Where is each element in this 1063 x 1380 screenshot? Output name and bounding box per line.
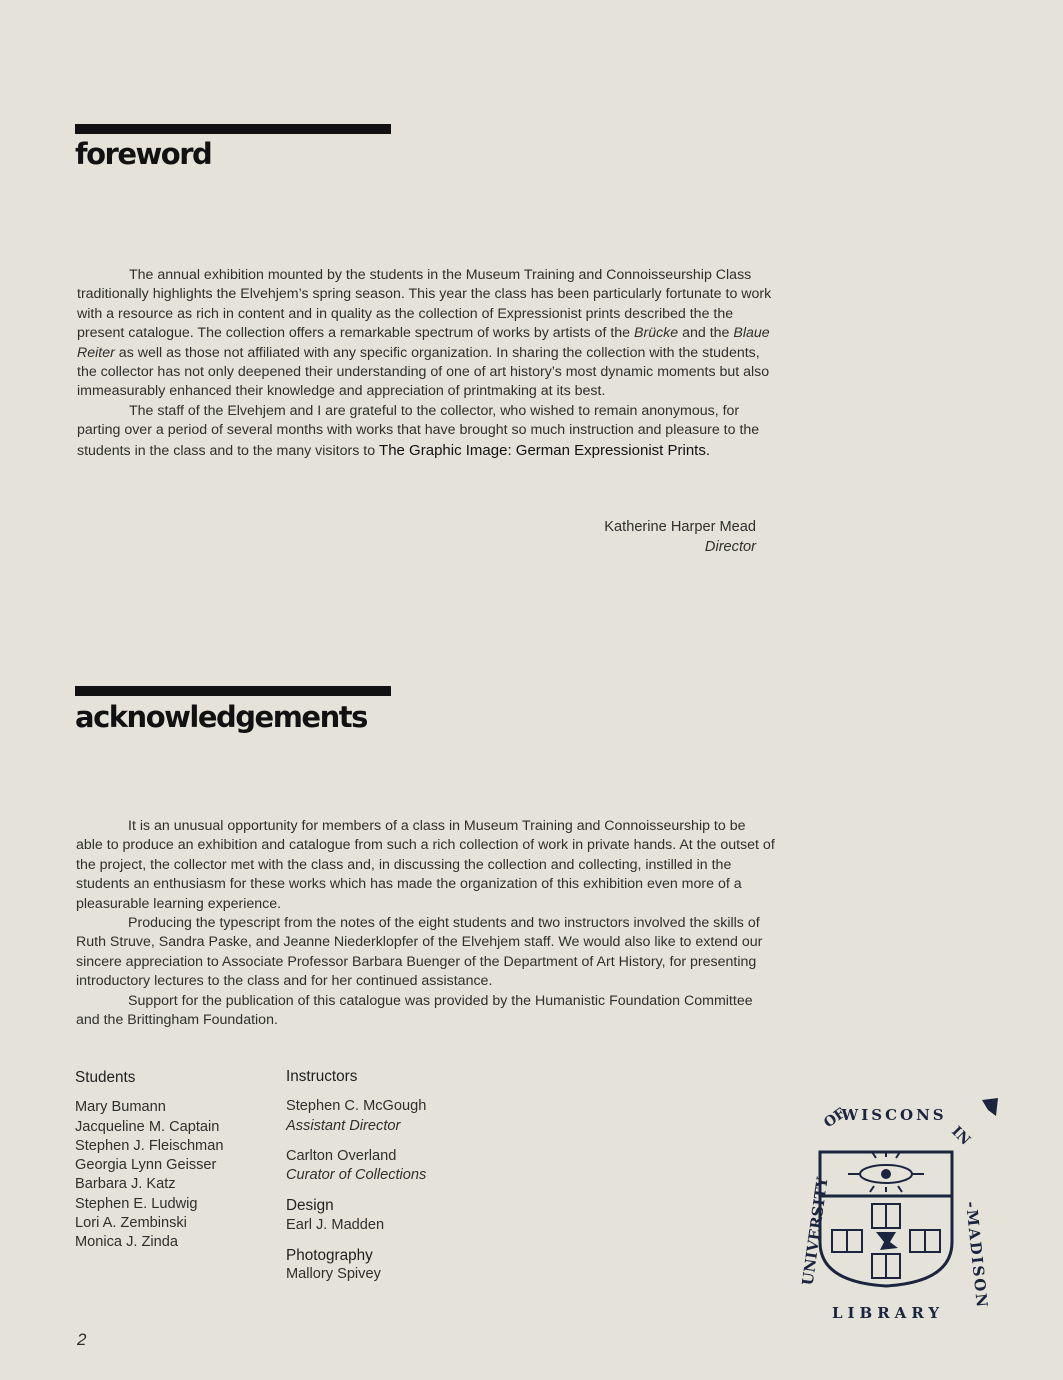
foreword-signature bbox=[560, 518, 756, 557]
foreword-body bbox=[77, 266, 777, 461]
student-name: Jacqueline M. Captain bbox=[75, 1118, 220, 1135]
svg-text:-MADISON: -MADISON bbox=[962, 1200, 992, 1310]
signature-name: Katherine Harper Mead bbox=[604, 519, 756, 535]
acknowledgements-paragraph-3: Support for the publication of this catalogue was provided by the Humanistic Foundation Committee and the Brittingham Foundation. bbox=[76, 992, 753, 1029]
instructors-column bbox=[286, 1067, 426, 1296]
student-name: Barbara J. Katz bbox=[75, 1176, 176, 1193]
design-heading: Design bbox=[286, 1197, 334, 1215]
students-column bbox=[75, 1068, 223, 1253]
student-name: Monica J. Zinda bbox=[75, 1234, 179, 1251]
acknowledgements-paragraph-1: It is an unusual opportunity for members of a class in Museum Training and Connoisseurship to be able to produce an exhibition and catalogue from such a rich collection of work in private hands. At the outset of the project, the collector met with the class and, in discussing the collection and collecting, instilled in the students an enthusiasm for these works which has made the organization of this exhibition even more of a pleasurable learning experience. bbox=[76, 818, 775, 912]
student-name: Mary Bumann bbox=[75, 1099, 166, 1116]
acknowledgements-heading: acknowledgements bbox=[75, 700, 367, 734]
acknowledgements-rule bbox=[75, 686, 391, 696]
photography-name: Mallory Spivey bbox=[286, 1266, 381, 1283]
photography-credit bbox=[286, 1246, 426, 1285]
signature-title: Director bbox=[704, 538, 756, 555]
design-credit bbox=[286, 1196, 426, 1235]
svg-text:LIBRARY: LIBRARY bbox=[831, 1304, 945, 1322]
photography-heading: Photography bbox=[286, 1247, 373, 1265]
exhibition-title: The Graphic Image: German Expressionist Prints. bbox=[379, 441, 711, 459]
instructor-name: Stephen C. McGough bbox=[286, 1098, 427, 1115]
svg-text:WISCONS: WISCONS bbox=[841, 1106, 947, 1124]
instructor-name: Carlton Overland bbox=[286, 1147, 397, 1164]
student-name: Georgia Lynn Geisser bbox=[75, 1157, 217, 1174]
instructor-role: Assistant Director bbox=[286, 1117, 401, 1134]
instructor-role: Curator of Collections bbox=[286, 1167, 427, 1184]
instructor-entry bbox=[286, 1097, 426, 1136]
acknowledgements-paragraph-2: Producing the typescript from the notes of the eight students and two instructors involved the skills of Ruth Struve, Sandra Paske, and Jeanne Niederklopfer of the Elvehjem staff. We would also like to extend our sincere appreciation to Associate Professor Barbara Buenger of the Department of Art History, for presenting introductory lectures to the class and for her continued assistance. bbox=[76, 915, 763, 990]
svg-text:UNIVERSITY: UNIVERSITY bbox=[798, 1176, 832, 1287]
instructor-entry bbox=[286, 1147, 426, 1186]
students-heading: Students bbox=[75, 1069, 136, 1086]
foreword-rule bbox=[75, 124, 391, 134]
foreword-heading: foreword bbox=[75, 137, 212, 171]
svg-text:OF: OF bbox=[821, 1105, 849, 1132]
foreword-paragraph-1: The annual exhibition mounted by the students in the Museum Training and Connoisseurship Class traditionally highlights the Elvehjem’s spring season. This year the class has been particularly fortunate to work with a resource as rich in content and in quality as the collection of Expressionist prints described the the present catalogue. The collection offers a remarkable spectrum of works by artists of the Brücke and the Blaue Reiter as well as those not affiliated with any specific organization. In sharing the collection with the students, the collector has not only deepened their understanding of one of art history’s most dynamic moments but also immeasurably enhanced their knowledge and appreciation of printmaking at its best. bbox=[77, 267, 772, 400]
student-name: Stephen E. Ludwig bbox=[75, 1195, 198, 1212]
design-name: Earl J. Madden bbox=[286, 1216, 385, 1233]
svg-text:IN: IN bbox=[948, 1123, 974, 1149]
acknowledgements-body bbox=[76, 817, 776, 1030]
instructors-heading: Instructors bbox=[286, 1068, 358, 1085]
student-name: Stephen J. Fleischman bbox=[75, 1137, 224, 1154]
student-name: Lori A. Zembinski bbox=[75, 1215, 187, 1232]
foreword-paragraph-2: The staff of the Elvehjem and I are grateful to the collector, who wished to remain anonymous, for parting over a period of several months with works that have brought so much instruction and pleasure to the students in the class and to the many visitors to The Graphic Image: German Expressionist Prints. bbox=[77, 402, 760, 459]
library-stamp-icon bbox=[776, 1086, 1002, 1332]
page-number: 2 bbox=[77, 1330, 87, 1349]
